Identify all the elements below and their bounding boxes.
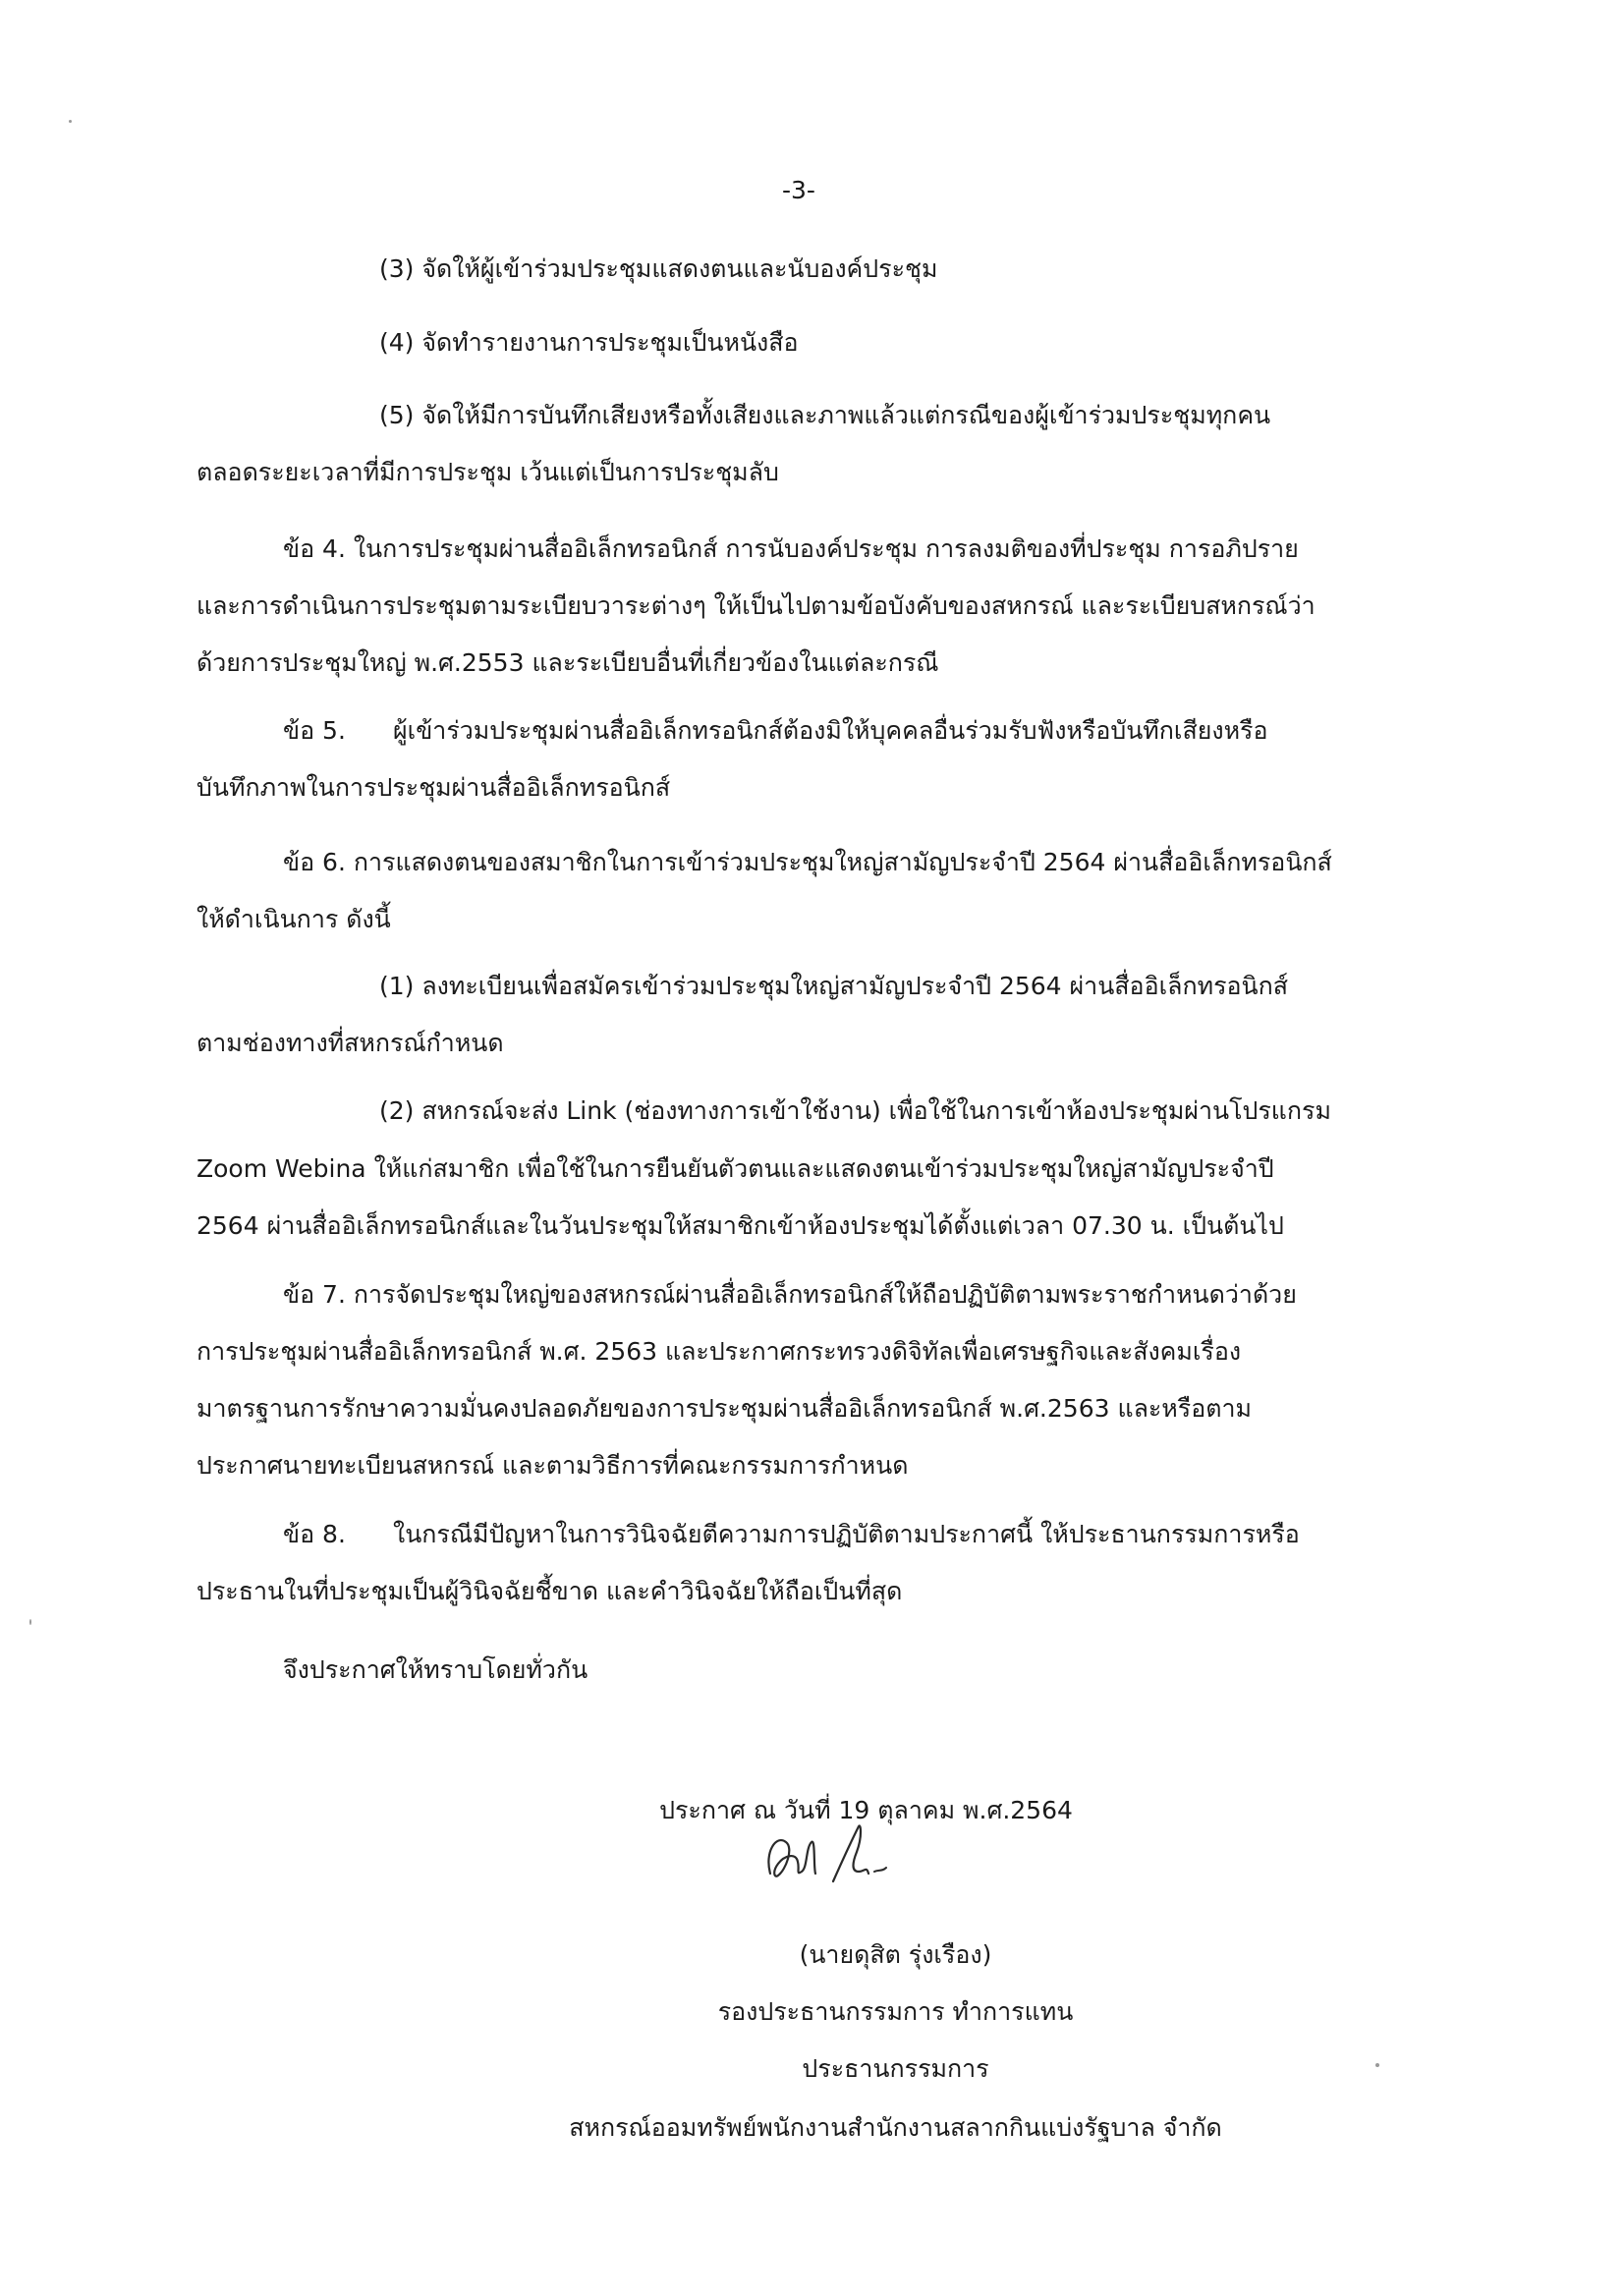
clause-6-sub1-line1: (1) ลงทะเบียนเพื่อสมัครเข้าร่วมประชุมใหญ่สามัญประจำปี 2564 ผ่านสื่ออิเล็กทรอนิกส์ — [379, 972, 1288, 1000]
clause-6-sub2-line1: (2) สหกรณ์จะส่ง Link (ช่องทางการเข้าใช้งาน) เพื่อใช้ในการเข้าห้องประชุมผ่านโปรแกรม — [379, 1096, 1331, 1125]
handwritten-signature — [756, 1813, 904, 1901]
clause-5-line2: บันทึกภาพในการประชุมผ่านสื่ออิเล็กทรอนิกส์ — [196, 773, 671, 802]
clause-7-line1: ข้อ 7. การจัดประชุมใหญ่ของสหกรณ์ผ่านสื่ออิเล็กทรอนิกส์ให้ถือปฏิบัติตามพระราชกำหนดว่าด้วย — [283, 1280, 1297, 1309]
signatory-position-1: รองประธานกรรมการ ทำการแทน — [717, 1997, 1074, 2026]
clause-5-label: ข้อ 5. — [283, 716, 346, 745]
clause-4-line3: ด้วยการประชุมใหญ่ พ.ศ.2553 และระเบียบอื่นที่เกี่ยวข้องในแต่ละกรณี — [196, 648, 939, 677]
clause-4-line2: และการดำเนินการประชุมตามระเบียบวาระต่างๆ ให้เป็นไปตามข้อบังคับของสหกรณ์ และระเบียบสหกรณ์ว่า — [196, 591, 1316, 620]
scan-speck — [69, 120, 72, 123]
clause-7-line2: การประชุมผ่านสื่ออิเล็กทรอนิกส์ พ.ศ. 2563 และประกาศกระทรวงดิจิทัลเพื่อเศรษฐกิจและสังคมเรื่อง — [196, 1337, 1242, 1366]
clause-6-sub2-line3: 2564 ผ่านสื่ออิเล็กทรอนิกส์และในวันประชุมให้สมาชิกเข้าห้องประชุมได้ตั้งแต่เวลา 07.30 น. เป็นต้นไป — [196, 1211, 1284, 1240]
signatory-name: (นายดุสิต รุ่งเรือง) — [799, 1940, 992, 1969]
clause-6-sub2-line2: Zoom Webina ให้แก่สมาชิก เพื่อใช้ในการยืนยันตัวตนและแสดงตนเข้าร่วมประชุมใหญ่สามัญประจำปี — [196, 1154, 1274, 1183]
clause-6-line1: ข้อ 6. การแสดงตนของสมาชิกในการเข้าร่วมประชุมใหญ่สามัญประจำปี 2564 ผ่านสื่ออิเล็กทรอนิกส์ — [283, 848, 1332, 876]
clause-7-line4: ประกาศนายทะเบียนสหกรณ์ และตามวิธีการที่คณะกรรมการกำหนด — [196, 1451, 909, 1480]
item-5-line1: (5) จัดให้มีการบันทึกเสียงหรือทั้งเสียงและภาพแล้วแต่กรณีของผู้เข้าร่วมประชุมทุกคน — [379, 401, 1271, 429]
clause-8-line1: ในกรณีมีปัญหาในการวินิจฉัยตีความการปฏิบัติตามประกาศนี้ ให้ประธานกรรมการหรือ — [393, 1520, 1300, 1548]
page-number: -3- — [782, 176, 815, 204]
clause-4-line1: ข้อ 4. ในการประชุมผ่านสื่ออิเล็กทรอนิกส์ การนับองค์ประชุม การลงมติของที่ประชุม การอภิปราย — [283, 534, 1299, 563]
closing-statement: จึงประกาศให้ทราบโดยทั่วกัน — [283, 1655, 588, 1684]
item-3: (3) จัดให้ผู้เข้าร่วมประชุมแสดงตนและนับองค์ประชุม — [379, 254, 938, 283]
scan-speck — [29, 1619, 31, 1625]
item-5-line2: ตลอดระยะเวลาที่มีการประชุม เว้นแต่เป็นการประชุมลับ — [196, 458, 779, 486]
clause-6-line2: ให้ดำเนินการ ดังนี้ — [196, 905, 391, 933]
announcement-date: ประกาศ ณ วันที่ 19 ตุลาคม พ.ศ.2564 — [659, 1796, 1073, 1824]
scan-speck — [1375, 2063, 1379, 2067]
clause-6-sub1-line2: ตามช่องทางที่สหกรณ์กำหนด — [196, 1029, 504, 1057]
clause-8-line2: ประธานในที่ประชุมเป็นผู้วินิจฉัยชี้ขาด และคำวินิจฉัยให้ถือเป็นที่สุด — [196, 1577, 903, 1605]
clause-5-line1: ผู้เข้าร่วมประชุมผ่านสื่ออิเล็กทรอนิกส์ต้องมิให้บุคคลอื่นร่วมรับฟังหรือบันทึกเสียงหรือ — [393, 716, 1268, 745]
clause-8-label: ข้อ 8. — [283, 1520, 346, 1548]
organization-name: สหกรณ์ออมทรัพย์พนักงานสำนักงานสลากกินแบ่งรัฐบาล จำกัด — [569, 2113, 1222, 2142]
clause-7-line3: มาตรฐานการรักษาความมั่นคงปลอดภัยของการประชุมผ่านสื่ออิเล็กทรอนิกส์ พ.ศ.2563 และหรือตาม — [196, 1394, 1252, 1423]
item-4: (4) จัดทำรายงานการประชุมเป็นหนังสือ — [379, 328, 799, 357]
signatory-position-2: ประธานกรรมการ — [802, 2054, 989, 2083]
